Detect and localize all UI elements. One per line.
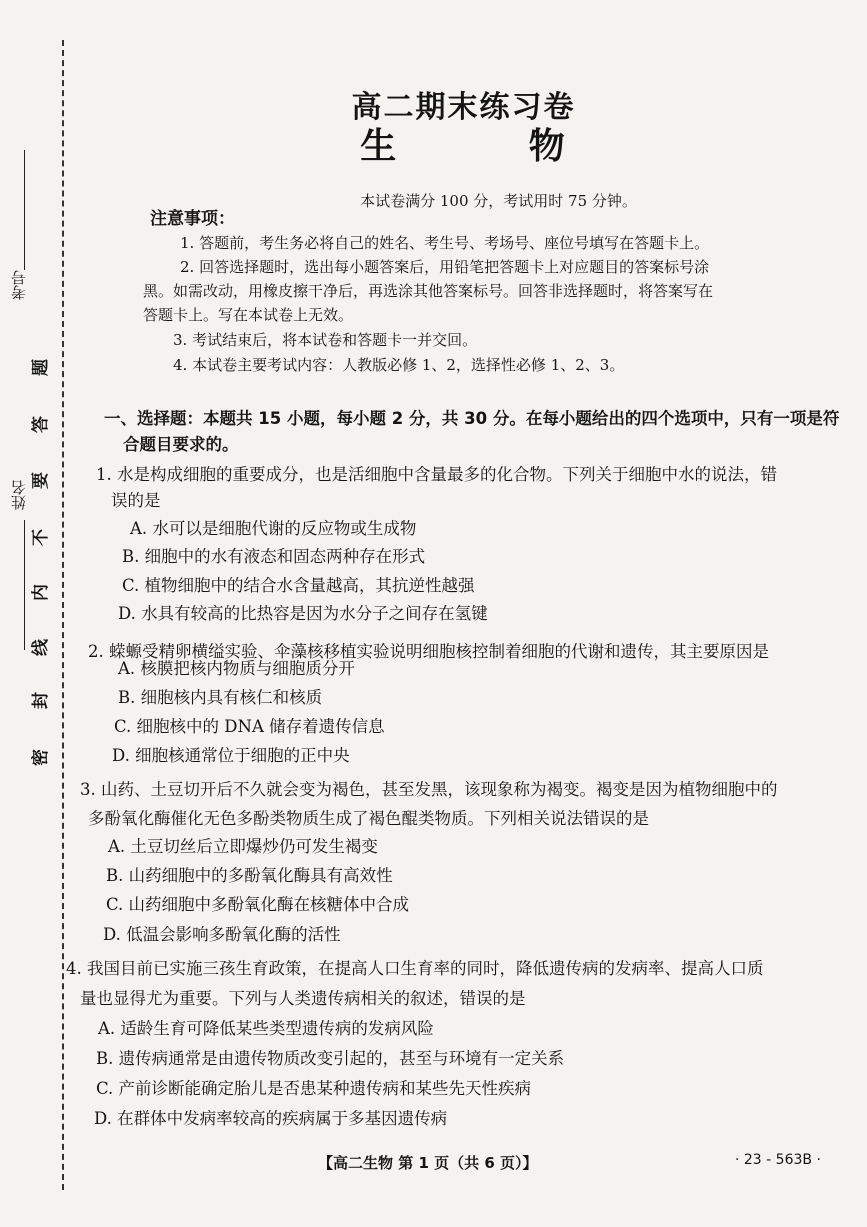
seal-char: 线 bbox=[31, 639, 51, 656]
question-option: C. 植物细胞中的结合水含量越高，其抗逆性越强 bbox=[122, 576, 475, 595]
page-number-label: 【高二生物 第 1 页（共 6 页）】 bbox=[318, 1154, 538, 1172]
name-label: 姓名 bbox=[10, 480, 28, 510]
seal-char: 密 bbox=[31, 749, 51, 766]
question-option: C. 山药细胞中多酚氧化酶在核糖体中合成 bbox=[106, 895, 410, 914]
question-option: D. 水具有较高的比热容是因为水分子之间存在氢键 bbox=[118, 604, 488, 623]
seal-char: 要 bbox=[31, 472, 51, 489]
notice-line: 1. 答题前，考生务必将自己的姓名、考生号、考场号、座位号填写在答题卡上。 bbox=[180, 234, 710, 252]
notice-line: 3. 考试结束后，将本试卷和答题卡一并交回。 bbox=[173, 331, 478, 349]
question-option: C. 细胞核中的 DNA 储存着遗传信息 bbox=[114, 717, 385, 736]
exam-no-label: 考号 bbox=[10, 270, 28, 300]
seal-char: 内 bbox=[31, 584, 51, 601]
question-option: B. 细胞核内具有核仁和核质 bbox=[118, 688, 323, 707]
section-heading: 合题目要求的。 bbox=[123, 435, 239, 454]
notice-line: 4. 本试卷主要考试内容：人教版必修 1、2，选择性必修 1、2、3。 bbox=[173, 356, 625, 374]
question-stem: 1. 水是构成细胞的重要成分，也是活细胞中含量最多的化合物。下列关于细胞中水的说法，错 bbox=[96, 465, 777, 484]
question-option: B. 山药细胞中的多酚氧化酶具有高效性 bbox=[106, 866, 393, 885]
notice-title: 注意事项： bbox=[150, 209, 235, 229]
question-option: D. 细胞核通常位于细胞的正中央 bbox=[112, 746, 350, 765]
question-option: B. 遗传病通常是由遗传物质改变引起的，甚至与环境有一定关系 bbox=[96, 1049, 565, 1068]
question-option: A. 适龄生育可降低某些类型遗传病的发病风险 bbox=[98, 1019, 434, 1038]
question-option: A. 土豆切丝后立即爆炒仍可发生褐变 bbox=[108, 837, 378, 856]
notice-line: 2. 回答选择题时，选出每小题答案后，用铅笔把答题卡上对应题目的答案标号涂 bbox=[180, 258, 710, 276]
question-option: A. 水可以是细胞代谢的反应物或生成物 bbox=[130, 519, 417, 538]
subject-title: 生 物 bbox=[360, 126, 625, 167]
question-option: B. 细胞中的水有液态和固态两种存在形式 bbox=[122, 547, 426, 566]
question-stem: 2. 蝾螈受精卵横缢实验、伞藻核移植实验说明细胞核控制着细胞的代谢和遗传，其主要原因是 bbox=[88, 642, 769, 661]
notice-line: 答题卡上。写在本试卷上无效。 bbox=[143, 306, 354, 324]
question-option: D. 低温会影响多酚氧化酶的活性 bbox=[103, 925, 341, 944]
question-option: C. 产前诊断能确定胎儿是否患某种遗传病和某些先天性疾病 bbox=[96, 1079, 532, 1098]
name-underline bbox=[24, 520, 25, 650]
seal-char: 题 bbox=[31, 359, 51, 376]
notice-line: 黑。如需改动，用橡皮擦干净后，再选涂其他答案标号。回答非选择题时，将答案写在 bbox=[143, 282, 714, 300]
section-heading: 一、选择题：本题共 15 小题，每小题 2 分，共 30 分。在每小题给出的四个选项中，只有一项是符 bbox=[104, 409, 840, 428]
question-stem: 4. 我国目前已实施三孩生育政策，在提高人口生育率的同时，降低遗传病的发病率、提高人口质 bbox=[66, 959, 764, 978]
seal-char: 答 bbox=[31, 416, 51, 433]
binding-dashed-line bbox=[62, 40, 64, 1190]
question-option: D. 在群体中发病率较高的疾病属于多基因遗传病 bbox=[94, 1109, 448, 1128]
seal-char: 封 bbox=[31, 692, 51, 709]
question-stem: 多酚氧化酶催化无色多酚类物质生成了褐色醌类物质。下列相关说法错误的是 bbox=[88, 809, 649, 828]
question-stem: 3. 山药、土豆切开后不久就会变为褐色，甚至发黑，该现象称为褐变。褐变是因为植物细胞中的 bbox=[80, 780, 778, 799]
exam-info: 本试卷满分 100 分，考试用时 75 分钟。 bbox=[360, 192, 637, 210]
question-stem: 误的是 bbox=[111, 491, 161, 510]
question-option: A. 核膜把核内物质与细胞质分开 bbox=[118, 659, 355, 678]
seal-char: 不 bbox=[31, 529, 51, 546]
exam-title: 高二期末练习卷 bbox=[351, 90, 576, 125]
exam-code: · 23 - 563B · bbox=[735, 1152, 821, 1168]
question-stem: 量也显得尤为重要。下列与人类遗传病相关的叙述，错误的是 bbox=[80, 989, 526, 1008]
